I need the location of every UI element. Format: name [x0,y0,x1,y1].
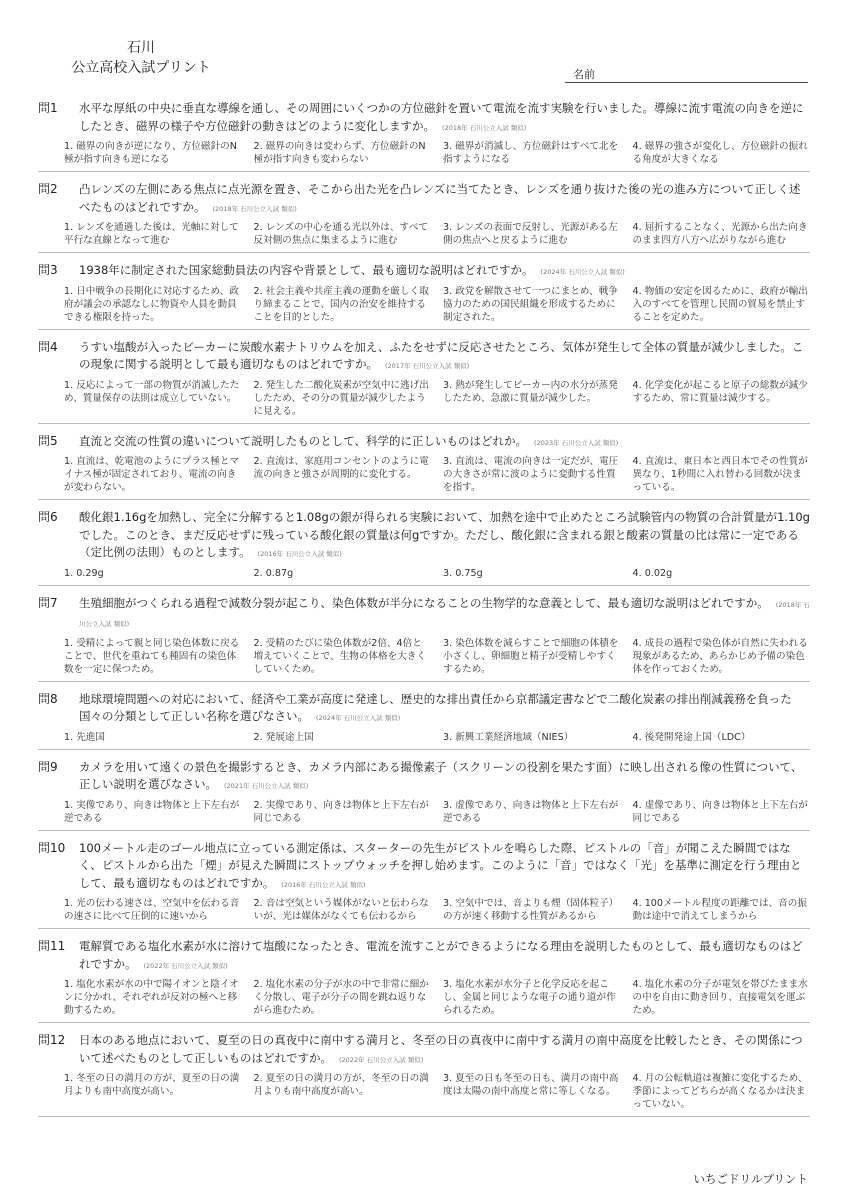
question-number: 問10 [38,840,66,855]
question-source: (2018年 石川公立入試 類似) [212,204,297,213]
answer-option[interactable]: 4. 磁界の強さが変化し、方位磁針の振れる角度が大きくなる [632,141,808,165]
answer-option[interactable]: 1. 先進国 [64,731,105,743]
answer-option[interactable]: 3. 染色体数を減らすことで細胞の体積を小さくし、卵細胞と精子が受精しやすくするため。 [443,637,619,675]
answer-option[interactable]: 1. 受精によって親と同じ染色体数に戻ることで、世代を重ねても種固有の染色体数を一定に保つため。 [64,637,240,675]
answer-options [64,637,810,676]
answer-option[interactable]: 2. レンズの中心を通る光以外は、すべて反対側の焦点に集まるように進む [253,222,429,246]
answer-option[interactable]: 4. 化学変化が起こると原子の総数が減少するため、常に質量は減少する。 [632,379,808,404]
answer-option[interactable]: 1. 磁界の向きが逆になり、方位磁針のN極が指す向きも逆になる [64,141,237,165]
answer-option[interactable]: 3. 虚像であり、向きは物体と上下左右が逆である [443,799,619,824]
answer-option[interactable]: 1. 反応によって一部の物質が消滅したため、質量保存の法則は成立していない。 [64,379,240,404]
question-text: 生殖細胞がつくられる過程で減数分裂が起こり、染色体数が半分になることの生物学的な意義として、最も適切な説明はどれですか。 [79,595,769,610]
answer-options [64,221,810,247]
question-text: 直流と交流の性質の違いについて説明したものとして、科学的に正しいものはどれか。 [79,433,528,448]
question-source: (2022年 石川公立入試 類似) [339,1055,424,1064]
answer-option[interactable]: 3. 政党を解散させて一つにまとめ、戦争協力のための国民組織を形成するために制定された。 [443,285,618,323]
answer-option[interactable]: 1. 実像であり、向きは物体と上下左右が逆である [64,799,240,824]
question-block [38,938,810,1023]
question-text-block [79,759,810,796]
question-text-block [79,509,810,564]
question-block [38,759,810,831]
question-block [38,181,810,253]
answer-option[interactable]: 4. 塩化水素の分子が電気を帯びたまま水の中を自由に動き回り、直接電気を運ぶため。 [632,979,808,1016]
answer-option[interactable]: 1. 0.29g [64,567,104,579]
answer-option[interactable]: 4. 直流は、東日本と西日本でその性質が異なり、1秒間に入れ替わる回数が決まっている。 [632,456,808,493]
question-source: (2023年 石川公立入試 類似) [534,438,619,447]
question-text: 1938年に制定された国家総動員法の内容や背景として、最も適切な説明はどれですか。 [79,263,534,277]
question-text: 100メートル走のゴール地点に立っている測定係は、スターターの先生がピストルを鳴らした際、ピストルの「音」が聞こえた瞬間ではなく、ピストルから出た「煙」が見えた瞬間にストップウォッチを押し始めます。このように「音」ではなく「光」を基準に測定を行う理由として、最も適切なものはどれですか。 [79,840,802,890]
answer-options [64,140,810,166]
question-number: 問3 [38,263,58,277]
answer-option[interactable]: 2. 発生した二酸化炭素が空気中に逃げ出したため、その分の質量が減少したように見える。 [253,379,429,417]
answer-option[interactable]: 2. 夏至の日の満月の方が、冬至の日の満月よりも南中高度が高い。 [253,1073,429,1097]
question-source: (2017年 石川公立入試 類似) [385,362,470,370]
answer-option[interactable]: 2. 実像であり、向きは物体と上下左右が同じである [253,799,429,824]
question-text-block [79,1032,810,1069]
answer-option[interactable]: 1. 日中戦争の長期化に対応するため、政府が議会の承認なしに物資や人員を動員できる権限を持った。 [64,285,239,323]
answer-option[interactable]: 1. 直流は、乾電池のようにプラス極とマイナス極が固定されており、電流の向きが変わらない。 [64,456,240,493]
answer-options [64,978,810,1017]
question-source: (2022年 石川公立入試 類似) [143,961,228,970]
answer-option[interactable]: 4. 物価の安定を図るために、政府が輸出入のすべてを管理し民間の貿易を禁止することを定めた。 [632,285,808,323]
answer-option[interactable]: 2. 磁界の向きは変わらず、方位磁針のN極が指す向きも変わらない [253,141,426,165]
question-number: 問5 [38,433,58,448]
question-block [38,840,810,930]
question-number: 問2 [38,182,58,196]
answer-option[interactable]: 3. 塩化水素が水分子と化学反応を起こし、金属と同じような電子の通り道が作られるため。 [443,979,616,1016]
question-text-block [79,433,810,453]
answer-options [64,379,810,418]
answer-option[interactable]: 1. 冬至の日の満月の方が、夏至の日の満月よりも南中高度が高い。 [64,1073,240,1097]
answer-option[interactable]: 1. 光の伝わる速さは、空気中を伝わる音の速さに比べて圧倒的に速いから [64,898,240,922]
question-text: 凸レンズの左側にある焦点に点光源を置き、そこから出た光を凸レンズに当てたとき、レンズを通り抜けた後の光の進み方について正しく述べたものはどれですか。 [79,182,801,214]
answer-options [64,455,810,494]
question-block [38,1032,810,1117]
question-text-block [79,181,810,218]
answer-option[interactable]: 2. 0.87g [253,567,294,579]
answer-option[interactable]: 4. 月の公転軌道は複雑に変化するため、季節によってどちらが高くなるかは決まっていない。 [632,1073,808,1110]
question-text-block [79,262,810,282]
question-number: 問1 [38,101,58,115]
answer-option[interactable]: 3. 直流は、電流の向きは一定だが、電圧の大きさが常に波のように変動する性質を指す。 [443,456,619,493]
answer-option[interactable]: 4. 0.02g [632,567,673,579]
answer-option[interactable]: 3. 熱が発生してビーカー内の水分が蒸発したため、急激に質量が減少した。 [443,379,618,404]
header-title-block [0,38,282,78]
answer-option[interactable]: 2. 発展途上国 [253,731,314,743]
question-block [38,595,810,682]
question-block [38,433,810,501]
question-text: カメラを用いて遠くの景色を撮影するとき、カメラ内部にある撮像素子（スクリーンの役割を果たす面）に映し出される像の性質について、正しい説明を選びなさい。 [79,759,803,791]
name-field[interactable] [565,64,808,83]
question-block [38,339,810,424]
question-block [38,262,810,330]
question-block [38,509,810,586]
question-number: 問8 [38,691,58,706]
answer-options [64,897,810,923]
print-title: 公立高校入試プリント [71,60,211,76]
footer-brand: いちごドリルプリント [693,1172,808,1186]
question-text: 地球環境問題への対応において、経済や工業が高度に発達し、歴史的な排出責任から京都議定書などで二酸化炭素の排出削減義務を負った国々の分類として正しい名称を選びなさい。 [79,691,792,723]
answer-options [64,731,810,744]
question-number: 問9 [38,759,58,774]
question-list [38,100,810,1126]
question-text: うすい塩酸が入ったビーカーに炭酸水素ナトリウムを加え、ふたをせずに反応させたところ、気体が発生して全体の質量が減少しました。この現象に関する説明として最も適切なものはどれですか。 [79,339,804,371]
question-source: (2016年 石川公立入試 類似) [257,550,342,558]
answer-option[interactable]: 4. 100メートル程度の距離では、音の振動は途中で消えてしまうから [632,898,807,922]
answer-options [64,799,810,825]
question-text-block [79,840,810,895]
answer-option[interactable]: 4. 成長の過程で染色体が自然に失われる現象があるため、あらかじめ予備の染色体を作っておくため。 [632,637,808,675]
question-text-block [79,595,810,634]
question-text-block [79,691,810,728]
answer-option[interactable]: 4. 屈折することなく、光源から出た向きのまま四方八方へ広がりながら進む [632,222,808,246]
answer-option[interactable]: 2. 塩化水素の分子が水の中で非常に細かく分散し、電子が分子の間を跳ね返りながら進むため。 [253,979,429,1016]
answer-option[interactable]: 3. 磁界が消滅し、方位磁針はすべて北を指すようになる [443,141,619,165]
answer-option[interactable]: 1. 塩化水素が水の中で陽イオンと陰イオンに分かれ、それぞれが反対の極へと移動するため。 [64,979,239,1016]
question-number: 問6 [38,510,58,524]
answer-option[interactable]: 3. 新興工業経済地域（NIES） [443,731,574,743]
answer-options [64,285,810,324]
answer-option[interactable]: 2. 音は空気という媒体がないと伝わらないが、光は媒体がなくても伝わるから [253,898,429,922]
answer-option[interactable]: 2. 受精のたびに染色体数が2倍、4倍と増えていくことで、生物の体格を大きくしていくため。 [253,637,426,675]
question-text: 電解質である塩化水素が水に溶けて塩酸になったとき、電流を流すことができるようになる理由を説明したものとして、最も適切なものはどれですか。 [79,939,803,971]
answer-option[interactable]: 3. 空気中では、音よりも煙（固体粒子）の方が速く移動する性質があるから [443,898,619,922]
answer-option[interactable]: 3. 0.75g [443,567,483,579]
question-source: (2024年 石川公立入試 類似) [316,714,401,722]
question-text-block [79,339,810,376]
question-number: 問7 [38,595,58,610]
question-source: (2018年 石川公立入試 類似) [79,600,810,628]
answer-option[interactable]: 4. 後発開発途上国（LDC） [632,731,751,743]
prefecture-label: 石川 [127,40,155,56]
question-text: 日本のある地点において、夏至の日の真夜中に南中する満月と、冬至の日の真夜中に南中する満月の南中高度を比較したとき、その関係について述べたものとして正しいものはどれですか。 [79,1033,803,1065]
question-source: (2024年 石川公立入試 類似) [540,268,625,276]
question-block [38,691,810,750]
answer-option[interactable]: 3. レンズの表面で反射し、光源がある左側の焦点へと戻るように進む [443,222,618,246]
answer-options [64,1072,810,1111]
answer-option[interactable]: 1. レンズを通過した後は、光軸に対して平行な直線となって進む [64,222,239,246]
question-number: 問12 [38,1033,66,1047]
answer-option[interactable]: 2. 直流は、家庭用コンセントのように電流の向きと強さが周期的に変化する。 [253,456,429,480]
question-number: 問11 [38,939,66,953]
question-source: (2021年 石川公立入試 類似) [224,782,309,790]
question-source: (2018年 石川公立入試 類似) [442,123,527,132]
answer-options [64,567,810,580]
question-text-block [79,100,810,137]
question-source: (2016年 石川公立入試 類似) [281,880,366,889]
question-block [38,100,810,172]
question-text-block [79,938,810,975]
answer-option[interactable]: 2. 社会主義や共産主義の運動を厳しく取り締まることで、国内の治安を維持することを目的とした。 [253,285,429,323]
answer-option[interactable]: 4. 虚像であり、向きは物体と上下左右が同じである [632,799,808,824]
question-number: 問4 [38,339,58,354]
question-text: 水平な厚紙の中央に垂直な導線を通し、その周囲にいくつかの方位磁針を置いて電流を流す実験を行いました。導線に流す電流の向きを逆にしたとき、磁界の様子や方位磁針の動きはどのように変化しますか。 [79,101,804,133]
name-label: 名前 [573,68,595,81]
question-text: 酸化銀1.16gを加熱し、完全に分解すると1.08gの銀が得られる実験において、加熱を途中で止めたところ試験管内の物質の合計質量が1.10gでした。このとき、まだ反応せずに残っている酸化銀の質量は何gですか。ただし、酸化銀に含まれる銀と酸素の質量の比は常に一定である（定比例の法則）ものとします。 [79,510,810,559]
answer-option[interactable]: 3. 夏至の日も冬至の日も、満月の南中高度は太陽の南中高度と常に等しくなる。 [443,1073,619,1097]
